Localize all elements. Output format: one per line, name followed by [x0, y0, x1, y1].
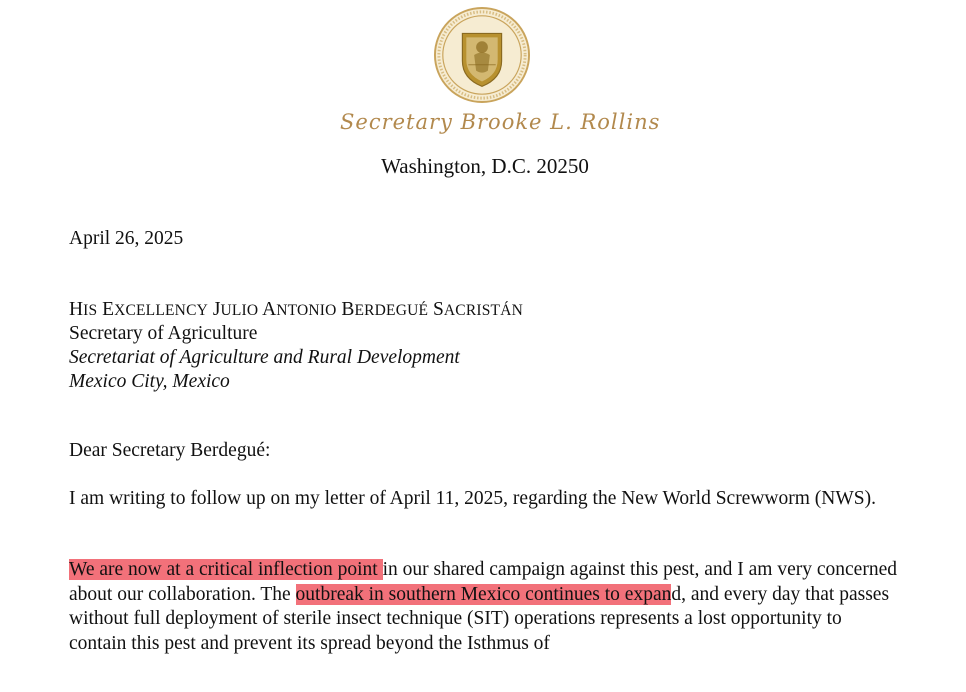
recipient-name-word: ANTONIO	[262, 299, 337, 320]
recipient-location: Mexico City, Mexico	[69, 371, 230, 392]
secretary-signature-name: Secretary Brooke L. Rollins	[340, 110, 661, 134]
recipient-organization: Secretariat of Agriculture and Rural Development	[69, 347, 460, 368]
salutation: Dear Secretary Berdegué:	[69, 440, 271, 461]
recipient-title: Secretary of Agriculture	[69, 323, 258, 344]
recipient-name-word: JULIO	[212, 299, 259, 320]
recipient-name-word: BERDEGUÉ	[341, 299, 429, 320]
recipient-name	[69, 298, 523, 323]
paragraph-2-text-1: in our shared campaign against this pest, and I am very concerned about our collaboration. The	[69, 559, 897, 605]
highlight-critical-inflection: We are now at a critical inflection point	[69, 559, 383, 580]
usda-department-seal-icon	[433, 6, 531, 104]
recipient-name-word: EXCELLENCY	[102, 299, 209, 320]
paragraph-1: I am writing to follow up on my letter of April 11, 2025, regarding the New World Screwworm (NWS).	[69, 488, 876, 509]
highlight-outbreak-expand: outbreak in southern Mexico continues to expan	[295, 583, 672, 605]
letter-date: April 26, 2025	[69, 228, 184, 249]
letterhead-address: Washington, D.C. 20250	[381, 154, 589, 178]
paragraph-2-text-2: d, and every day that passes without full deployment of sterile insect technique (SIT) operations represents a lost opportunity to contain this pest and prevent its spread beyond the Isthmus of	[69, 583, 890, 654]
recipient-name-word: SACRISTÁN	[433, 299, 524, 320]
recipient-name-word: HIS	[69, 299, 98, 320]
paragraph-2	[69, 558, 899, 656]
